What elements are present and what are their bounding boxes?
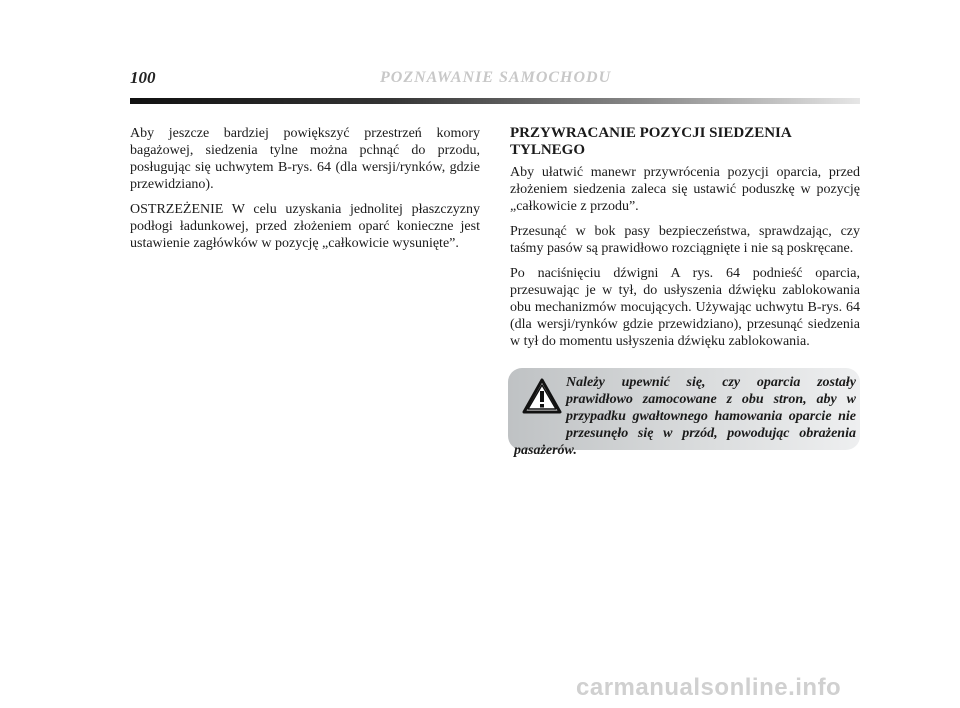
section-heading: PRZYWRACANIE POZYCJI SIEDZENIA TYLNEGO	[510, 125, 791, 158]
paragraph: Aby ułatwić manewr przywrócenia pozycji oparcia, przed złożeniem siedzenia zaleca się ustawić poduszkę w pozycję „całkowicie z przodu”.	[510, 165, 860, 214]
icon-spacer	[514, 374, 566, 426]
watermark: carmanualsonline.info	[576, 674, 842, 701]
warning-box	[508, 368, 860, 458]
warning-text-wrapper	[514, 374, 856, 459]
paragraph: Przesunąć w bok pasy bezpieczeństwa, sprawdzając, czy taśmy pasów są prawidłowo rozciągnięte i nie są poskręcane.	[510, 224, 860, 256]
right-column	[510, 125, 860, 358]
paragraph: Po naciśnięciu dźwigni A rys. 64 podnieść oparcia, przesuwając je w tył, do usłyszenia dźwięku zablokowania obu mechanizmów mocujących. Używając uchwytu B-rys. 64 (dla wersji/rynków gdzie przewidziano), przesunąć siedzenia w tył do momentu usłyszenia dźwięku zablokowania.	[510, 266, 860, 349]
section-title: POZNAWANIE SAMOCHODU	[380, 69, 612, 86]
header-rule	[130, 98, 860, 104]
warning-text: Należy upewnić się, czy oparcia zostały prawidłowo zamocowane z obu stron, aby w przypadku gwałtownego hamowania oparcie nie przesunęło się w przód, powodując obrażenia pasażerów.	[514, 375, 856, 458]
paragraph: OSTRZEŻENIE W celu uzyskania jednolitej płaszczyzny podłogi ładunkowej, przed złożeniem oparć konieczne jest ustawienie zagłówków w pozycję „całkowicie wysunięte”.	[130, 202, 480, 251]
left-column	[130, 125, 480, 260]
page-number: 100	[130, 68, 156, 87]
paragraph: Aby jeszcze bardziej powiększyć przestrzeń komory bagażowej, siedzenia tylne można pchnąć do przodu, posługując się uchwytem B-rys. 64 (dla wersji/rynków, gdzie przewidziano).	[130, 126, 480, 192]
